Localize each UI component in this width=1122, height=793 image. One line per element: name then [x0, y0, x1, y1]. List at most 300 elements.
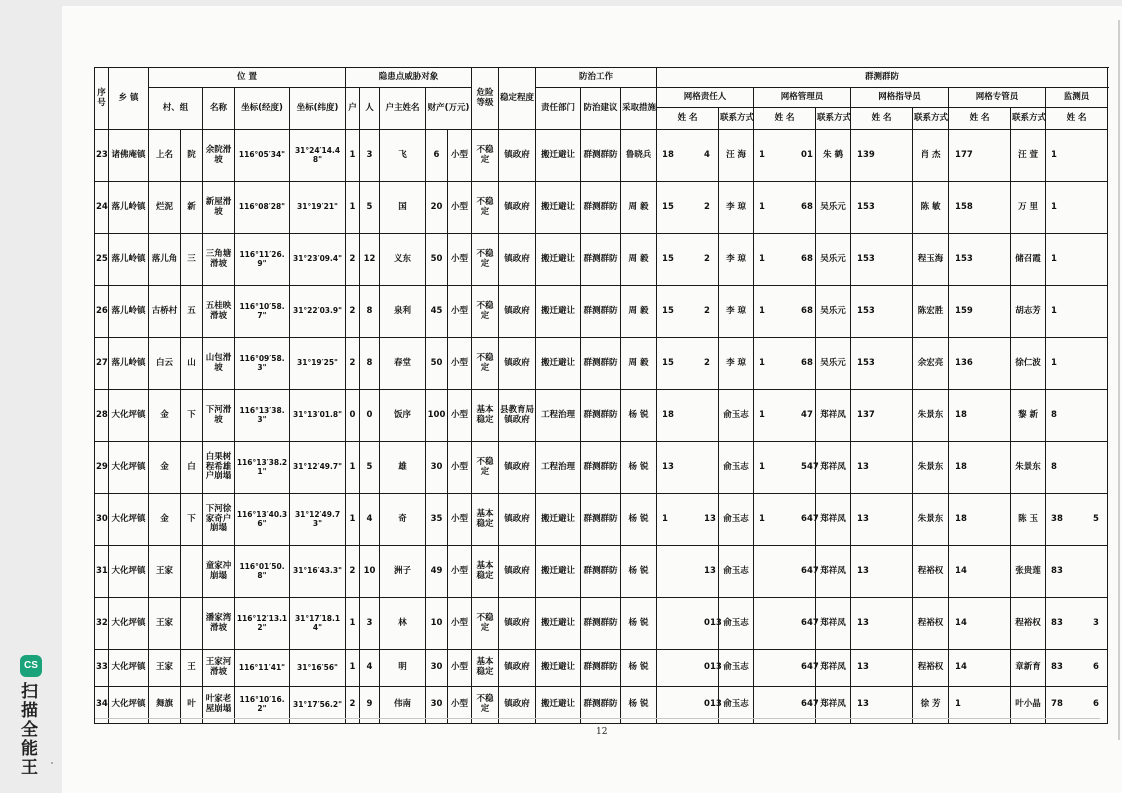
instructor-name-cell: 郑祥凤 [816, 546, 851, 598]
owner-cell: 泉利 [380, 286, 426, 338]
responsible-name-cell: 杨 锐 [621, 598, 657, 650]
instructor-contact-cell [851, 598, 913, 650]
manager-contact-prefix: 1 [759, 305, 765, 316]
township-cell: 大化坪镇 [109, 546, 149, 598]
responsible-contact-cell [657, 390, 719, 442]
instructor-contact-prefix: 137 [857, 409, 875, 420]
instructor-contact-prefix: 13 [857, 699, 869, 710]
manager-contact-suffix: 647 [801, 699, 819, 710]
site-name-cell: 下河滑坡 [203, 390, 235, 442]
village-cell: 金 [149, 442, 181, 494]
monitor-contact-cell [1046, 286, 1108, 338]
measure-cell: 群测群防 [581, 390, 621, 442]
households-cell: 1 [346, 442, 360, 494]
longitude-cell: 116°13′38.3" [235, 390, 290, 442]
manager-name-cell: 俞玉志 [719, 546, 754, 598]
table-row [95, 650, 1108, 687]
site-name-cell: 三角塘滑坡 [203, 234, 235, 286]
manager-contact-cell [754, 234, 816, 286]
danger-level-cell: 小型 [448, 650, 472, 687]
advice-cell: 搬迁避让 [536, 182, 581, 234]
manager-name-cell: 李 琼 [719, 182, 754, 234]
responsible-contact-cell [657, 442, 719, 494]
latitude-cell: 31°12′49.73" [290, 494, 346, 546]
manager-contact-prefix: 1 [759, 201, 765, 212]
households-cell: 2 [346, 234, 360, 286]
danger-level-cell: 小型 [448, 598, 472, 650]
village-cell: 王家 [149, 650, 181, 687]
owner-cell: 林 [380, 598, 426, 650]
danger-level-cell: 小型 [448, 442, 472, 494]
responsible-name-cell: 杨 锐 [621, 546, 657, 598]
bottom-rule [95, 718, 1100, 719]
header-name-2: 姓 名 [754, 108, 816, 130]
manager-contact-prefix: 1 [759, 461, 765, 472]
property-cell: 50 [426, 338, 448, 390]
specialist-name-cell: 陈 敏 [913, 182, 949, 234]
people-cell: 10 [360, 546, 380, 598]
specialist-contact-prefix: 158 [955, 201, 973, 212]
longitude-cell: 116°13′40.36" [235, 494, 290, 546]
dept-cell: 镇政府 [499, 234, 536, 286]
latitude-cell: 31°12′49.7" [290, 442, 346, 494]
responsible-contact-prefix: 13 [662, 461, 674, 472]
specialist-contact-cell [949, 338, 1011, 390]
row-no-cell: 28 [95, 390, 109, 442]
people-cell: 4 [360, 650, 380, 687]
monitor-contact-prefix: 8 [1051, 461, 1057, 472]
header-no: 序号 [95, 68, 109, 130]
responsible-contact-cell [657, 130, 719, 182]
specialist-name-cell: 徐 芳 [913, 687, 949, 724]
manager-contact-suffix: 68 [801, 201, 813, 212]
dept-cell: 镇政府 [499, 546, 536, 598]
danger-level-cell: 小型 [448, 286, 472, 338]
instructor-contact-prefix: 139 [857, 149, 875, 160]
village-cell: 古桥村 [149, 286, 181, 338]
site-name-cell: 五桂映滑坡 [203, 286, 235, 338]
measure-cell: 群测群防 [581, 598, 621, 650]
header-name: 名称 [203, 88, 235, 130]
advice-cell: 搬迁避让 [536, 130, 581, 182]
monitor-contact-cell [1046, 650, 1108, 687]
responsible-contact-cell [657, 650, 722, 687]
village-cell: 舞旗 [149, 687, 181, 724]
scanner-watermark [20, 655, 46, 778]
monitor-contact-prefix: 38 [1051, 513, 1063, 524]
people-cell: 3 [360, 598, 380, 650]
latitude-cell: 31°17′18.14" [290, 598, 346, 650]
dept-cell: 县教育局镇政府 [499, 390, 536, 442]
site-name-cell: 潘家湾滑坡 [203, 598, 235, 650]
header-people: 人 [360, 88, 380, 130]
specialist-name-cell: 朱景东 [913, 494, 949, 546]
responsible-contact-suffix: 013 [704, 662, 722, 673]
responsible-contact-prefix: 1 [662, 513, 668, 524]
instructor-contact-cell [851, 442, 913, 494]
instructor-name-cell: 郑祥凤 [816, 687, 851, 724]
property-cell: 6 [426, 130, 448, 182]
responsible-contact-cell [657, 182, 719, 234]
header-contact-3: 联系方式 [913, 108, 949, 130]
households-cell: 2 [346, 687, 360, 724]
manager-contact-suffix: 647 [801, 617, 819, 628]
specialist-name-cell: 朱景东 [913, 442, 949, 494]
monitor-contact-prefix: 83 [1051, 662, 1063, 673]
stability-cell: 基本稳定 [472, 494, 499, 546]
village-cell: 金 [149, 390, 181, 442]
specialist-contact-prefix: 1 [955, 699, 961, 710]
site-name-cell: 下河徐家奇户崩塌 [203, 494, 235, 546]
header-contact-2: 联系方式 [816, 108, 851, 130]
dept-cell: 镇政府 [499, 338, 536, 390]
table-row [95, 234, 1108, 286]
responsible-contact-suffix: 13 [704, 513, 716, 524]
responsible-contact-suffix: 2 [704, 201, 710, 212]
monitor-name-cell: 叶小晶 [1011, 687, 1046, 724]
instructor-contact-cell [851, 182, 913, 234]
specialist-contact-prefix: 153 [955, 253, 973, 264]
property-cell: 10 [426, 598, 448, 650]
header-name-4: 姓 名 [949, 108, 1011, 130]
instructor-contact-prefix: 13 [857, 617, 869, 628]
measure-cell: 群测群防 [581, 286, 621, 338]
header-mass-prevention: 群测群防 [657, 68, 1108, 88]
monitor-contact-cell [1046, 442, 1108, 494]
specialist-contact-cell [949, 650, 1011, 687]
instructor-contact-cell [851, 650, 913, 687]
manager-name-cell: 俞玉志 [719, 598, 754, 650]
property-cell: 30 [426, 687, 448, 724]
page-edge-shadow [1118, 20, 1120, 740]
latitude-cell: 31°17′56.2" [290, 687, 346, 724]
site-name-cell: 余院滑坡 [203, 130, 235, 182]
households-cell: 2 [346, 546, 360, 598]
site-name-cell: 叶家老屋崩塌 [203, 687, 235, 724]
manager-contact-prefix: 1 [759, 253, 765, 264]
manager-name-cell: 俞玉志 [719, 390, 754, 442]
header-row-2 [95, 88, 1108, 108]
responsible-contact-suffix: 013 [704, 699, 722, 710]
people-cell: 12 [360, 234, 380, 286]
responsible-contact-prefix: 15 [662, 253, 674, 264]
people-cell: 9 [360, 687, 380, 724]
monitor-contact-prefix: 1 [1051, 149, 1057, 160]
header-contact-1: 联系方式 [719, 108, 754, 130]
measure-cell: 群测群防 [581, 338, 621, 390]
dept-cell: 镇政府 [499, 494, 536, 546]
manager-contact-prefix: 1 [759, 513, 765, 524]
households-cell: 1 [346, 130, 360, 182]
property-cell: 35 [426, 494, 448, 546]
row-no-cell: 25 [95, 234, 109, 286]
specialist-contact-cell [949, 130, 1011, 182]
header-monitor: 监测员 [1046, 88, 1108, 108]
manager-contact-suffix: 01 [801, 149, 813, 160]
monitor-contact-suffix: 6 [1093, 662, 1099, 673]
manager-contact-suffix: 647 [801, 513, 819, 524]
instructor-contact-prefix: 153 [857, 305, 875, 316]
instructor-name-cell: 吴乐元 [816, 182, 851, 234]
stability-cell: 不稳定 [472, 130, 499, 182]
responsible-contact-suffix: 13 [704, 565, 716, 576]
advice-cell: 搬迁避让 [536, 338, 581, 390]
header-name-5: 姓 名 [1046, 108, 1108, 130]
owner-cell: 义东 [380, 234, 426, 286]
monitor-contact-prefix: 83 [1051, 565, 1063, 576]
measure-cell: 群测群防 [581, 234, 621, 286]
responsible-contact-cell [657, 286, 719, 338]
group-cell: 王 [181, 650, 203, 687]
latitude-cell: 31°19′21" [290, 182, 346, 234]
responsible-contact-prefix: 18 [662, 409, 674, 420]
manager-name-cell: 李 琼 [719, 234, 754, 286]
specialist-contact-prefix: 14 [955, 662, 967, 673]
header-village: 村、组 [149, 88, 203, 130]
specialist-contact-prefix: 18 [955, 461, 967, 472]
measure-cell: 群测群防 [581, 687, 621, 724]
stability-cell: 不稳定 [472, 598, 499, 650]
monitor-name-cell: 张贵莲 [1011, 546, 1046, 598]
manager-contact-suffix: 47 [801, 409, 813, 420]
danger-level-cell: 小型 [448, 546, 472, 598]
table-row [95, 338, 1108, 390]
township-cell: 诸佛庵镇 [109, 130, 149, 182]
manager-contact-suffix: 68 [801, 305, 813, 316]
monitor-name-cell: 陈 玉 [1011, 494, 1046, 546]
table-row [95, 182, 1108, 234]
responsible-contact-cell [657, 494, 719, 546]
monitor-contact-prefix: 83 [1051, 617, 1063, 628]
responsible-contact-suffix: 4 [704, 149, 710, 160]
monitor-name-cell: 黎 新 [1011, 390, 1046, 442]
group-cell: 下 [181, 494, 203, 546]
longitude-cell: 116°09′58.3" [235, 338, 290, 390]
specialist-name-cell: 陈宏胜 [913, 286, 949, 338]
group-cell: 白 [181, 442, 203, 494]
responsible-contact-suffix: 2 [704, 357, 710, 368]
specialist-contact-cell [949, 286, 1011, 338]
measure-cell: 群测群防 [581, 442, 621, 494]
monitor-name-cell: 万 里 [1011, 182, 1046, 234]
header-property: 财产(万元) [426, 88, 472, 130]
manager-contact-suffix: 647 [801, 565, 819, 576]
longitude-cell: 116°11′26.9" [235, 234, 290, 286]
dept-cell: 镇政府 [499, 286, 536, 338]
header-grid-instructor: 网格指导员 [851, 88, 949, 108]
people-cell: 5 [360, 182, 380, 234]
monitor-contact-cell [1046, 546, 1108, 598]
manager-name-cell: 俞玉志 [719, 650, 754, 687]
responsible-contact-suffix: 2 [704, 305, 710, 316]
dept-cell: 镇政府 [499, 130, 536, 182]
manager-contact-prefix: 1 [759, 149, 765, 160]
owner-cell: 国 [380, 182, 426, 234]
manager-name-cell: 李 琼 [719, 338, 754, 390]
measure-cell: 群测群防 [581, 494, 621, 546]
monitor-contact-suffix: 6 [1093, 699, 1099, 710]
owner-cell: 春堂 [380, 338, 426, 390]
longitude-cell: 116°01′50.8" [235, 546, 290, 598]
instructor-name-cell: 吴乐元 [816, 338, 851, 390]
latitude-cell: 31°19′25" [290, 338, 346, 390]
specialist-contact-prefix: 136 [955, 357, 973, 368]
manager-contact-suffix: 647 [801, 662, 819, 673]
specialist-contact-prefix: 14 [955, 565, 967, 576]
group-cell: 三 [181, 234, 203, 286]
households-cell: 1 [346, 494, 360, 546]
property-cell: 20 [426, 182, 448, 234]
township-cell: 落儿岭镇 [109, 286, 149, 338]
instructor-contact-cell [851, 130, 913, 182]
header-latitude: 坐标(纬度) [290, 88, 346, 130]
households-cell: 2 [346, 338, 360, 390]
monitor-contact-prefix: 1 [1051, 357, 1057, 368]
group-cell [181, 598, 203, 650]
advice-cell: 工程治理 [536, 442, 581, 494]
manager-contact-cell [754, 598, 819, 650]
stability-cell: 不稳定 [472, 338, 499, 390]
header-row-1 [95, 68, 1108, 88]
site-name-cell: 童家冲崩塌 [203, 546, 235, 598]
owner-cell: 飞 [380, 130, 426, 182]
specialist-contact-prefix: 177 [955, 149, 973, 160]
monitor-contact-cell [1046, 494, 1108, 546]
people-cell: 3 [360, 130, 380, 182]
monitor-name-cell: 程裕权 [1011, 598, 1046, 650]
advice-cell: 搬迁避让 [536, 234, 581, 286]
monitor-name-cell: 徐仁波 [1011, 338, 1046, 390]
stability-cell: 不稳定 [472, 234, 499, 286]
danger-level-cell: 小型 [448, 130, 472, 182]
monitor-name-cell: 章新育 [1011, 650, 1046, 687]
specialist-contact-cell [949, 234, 1011, 286]
measure-cell: 群测群防 [581, 130, 621, 182]
header-households: 户 [346, 88, 360, 130]
group-cell: 下 [181, 390, 203, 442]
instructor-contact-cell [851, 494, 913, 546]
header-location: 位 置 [149, 68, 346, 88]
responsible-name-cell: 周 毅 [621, 182, 657, 234]
advice-cell: 搬迁避让 [536, 687, 581, 724]
row-no-cell: 33 [95, 650, 109, 687]
header-contact-4: 联系方式 [1011, 108, 1046, 130]
instructor-contact-prefix: 13 [857, 565, 869, 576]
responsible-contact-cell [657, 338, 719, 390]
property-cell: 30 [426, 650, 448, 687]
dept-cell: 镇政府 [499, 182, 536, 234]
row-no-cell: 27 [95, 338, 109, 390]
row-no-cell: 34 [95, 687, 109, 724]
dept-cell: 镇政府 [499, 598, 536, 650]
longitude-cell: 116°08′28" [235, 182, 290, 234]
measure-cell: 群测群防 [581, 182, 621, 234]
group-cell: 山 [181, 338, 203, 390]
specialist-name-cell: 程玉海 [913, 234, 949, 286]
households-cell: 0 [346, 390, 360, 442]
header-owner: 户主姓名 [380, 88, 426, 130]
specialist-contact-cell [949, 494, 1011, 546]
monitor-contact-prefix: 1 [1051, 253, 1057, 264]
row-no-cell: 29 [95, 442, 109, 494]
site-name-cell: 白果树程希雄户崩塌 [203, 442, 235, 494]
manager-contact-cell [754, 442, 819, 494]
responsible-contact-cell [657, 546, 719, 598]
manager-contact-cell [754, 130, 816, 182]
specialist-name-cell: 程裕权 [913, 650, 949, 687]
manager-contact-cell [754, 286, 816, 338]
property-cell: 30 [426, 442, 448, 494]
header-threat: 隐患点威胁对象 [346, 68, 472, 88]
manager-contact-suffix: 68 [801, 357, 813, 368]
header-name-1: 姓 名 [657, 108, 719, 130]
latitude-cell: 31°24′14.48" [290, 130, 346, 182]
group-cell: 五 [181, 286, 203, 338]
households-cell: 1 [346, 598, 360, 650]
stability-cell: 基本稳定 [472, 650, 499, 687]
table-body [95, 68, 1108, 724]
village-cell: 金 [149, 494, 181, 546]
instructor-name-cell: 朱 鹤 [816, 130, 851, 182]
manager-contact-prefix: 1 [759, 357, 765, 368]
latitude-cell: 31°16′56" [290, 650, 346, 687]
instructor-name-cell: 吴乐元 [816, 286, 851, 338]
longitude-cell: 116°11′41" [235, 650, 290, 687]
village-cell: 落儿角 [149, 234, 181, 286]
manager-contact-cell [754, 390, 816, 442]
stability-cell: 不稳定 [472, 687, 499, 724]
manager-contact-cell [754, 494, 819, 546]
people-cell: 5 [360, 442, 380, 494]
responsible-name-cell: 周 毅 [621, 338, 657, 390]
table-row [95, 598, 1108, 650]
responsible-contact-prefix: 18 [662, 149, 674, 160]
cs-logo-icon: CS [20, 655, 42, 677]
longitude-cell: 116°05′34" [235, 130, 290, 182]
instructor-contact-cell [851, 338, 913, 390]
header-measure: 采取措施 [621, 88, 657, 130]
township-cell: 大化坪镇 [109, 650, 149, 687]
header-grid-specialist: 网格专管员 [949, 88, 1046, 108]
households-cell: 1 [346, 650, 360, 687]
responsible-contact-cell [657, 598, 722, 650]
property-cell: 100 [426, 390, 448, 442]
specialist-contact-cell [949, 390, 1011, 442]
header-name-3: 姓 名 [851, 108, 913, 130]
header-dept: 责任部门 [536, 88, 581, 130]
manager-name-cell: 李 琼 [719, 286, 754, 338]
township-cell: 大化坪镇 [109, 598, 149, 650]
danger-level-cell: 小型 [448, 494, 472, 546]
instructor-contact-prefix: 153 [857, 357, 875, 368]
township-cell: 大化坪镇 [109, 494, 149, 546]
property-cell: 50 [426, 234, 448, 286]
advice-cell: 搬迁避让 [536, 494, 581, 546]
instructor-contact-prefix: 153 [857, 201, 875, 212]
row-no-cell: 23 [95, 130, 109, 182]
table-row [95, 546, 1108, 598]
specialist-contact-cell [949, 442, 1011, 494]
header-prevention: 防治工作 [536, 68, 657, 88]
responsible-name-cell: 杨 锐 [621, 494, 657, 546]
owner-cell: 洲子 [380, 546, 426, 598]
instructor-contact-cell [851, 286, 913, 338]
manager-contact-cell [754, 182, 816, 234]
manager-contact-cell [754, 650, 819, 687]
danger-level-cell: 小型 [448, 338, 472, 390]
specialist-contact-prefix: 14 [955, 617, 967, 628]
longitude-cell: 116°10′16.2" [235, 687, 290, 724]
